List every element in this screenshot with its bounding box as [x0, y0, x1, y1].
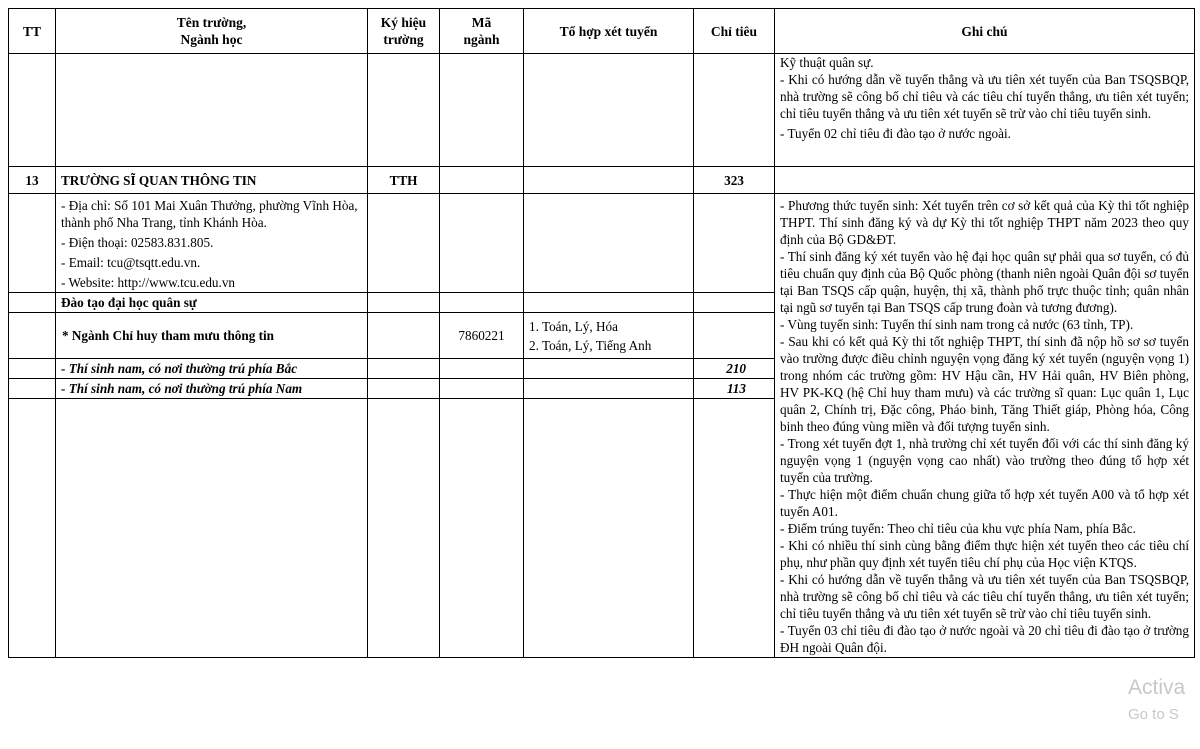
school-phone: - Điện thoại: 02583.831.805. [61, 235, 214, 250]
quota-label-north: - Thí sinh nam, có nơi thường trú phía Bắc [56, 359, 368, 379]
activation-watermark-subtext: Go to S [1128, 706, 1179, 723]
header-row [9, 9, 1195, 54]
header-code [440, 9, 524, 54]
prev-note-2: - Khi có hướng dẫn về tuyển thẳng và ưu tiên xét tuyển của Ban TSQSBQP, nhà trường sẽ công bố chỉ tiêu và các tiêu chí tuyển thẳng, ưu tiên xét tuyển; chỉ tiêu tuyển thẳng và ưu tiên xét tuyển sẽ trừ vào chỉ tiêu tuyển sinh. [780, 72, 1189, 121]
prev-note-3: - Tuyển 02 chỉ tiêu đi đào tạo ở nước ngoài. [780, 126, 1011, 141]
quota-value-north: 210 [694, 359, 775, 379]
header-school [56, 9, 368, 54]
note-4: - Sau khi có kết quả Kỳ thi tốt nghiệp THPT, thí sinh đã nộp hồ sơ sơ tuyển vào trường được điều chỉnh nguyện vọng đăng ký xét tuyển (nguyện vọng 1) trong nhóm các trường gồm: HV Hậu cần, HV Hải quân, HV Biên phòng, HV PK-KQ (hệ Chỉ huy tham mưu) và các trường sĩ quan: Lục quân 1, Lục quân 2, Chính trị, Đặc công, Pháo binh, Tăng Thiết giáp, Phòng hóa, Công binh theo đúng vùng miền và đối tượng tuyển sinh. [780, 334, 1189, 434]
note-5: - Trong xét tuyển đợt 1, nhà trường chỉ xét tuyển đối với các thí sinh đăng ký nguyện vọng 1 (nguyện vọng cao nhất) vào trường theo đúng tổ hợp xét tuyển của trường. [780, 436, 1189, 485]
header-code-line1: Mã [471, 15, 492, 30]
note-8: - Khi có nhiều thí sinh cùng bằng điểm thực hiện xét tuyển theo các tiêu chí phụ, như phần quy định xét tuyển tiêu chí phụ của Học viện KTQS. [780, 538, 1189, 570]
contact-info [56, 194, 368, 293]
school-address: - Địa chỉ: Số 101 Mai Xuân Thưởng, phường Vĩnh Hòa, thành phố Nha Trang, tỉnh Khánh Hòa. [61, 198, 358, 230]
school-symbol: TTH [368, 167, 440, 194]
header-school-line2: Ngành học [180, 32, 243, 47]
header-tt: TT [9, 9, 56, 54]
quota-value-south: 113 [694, 379, 775, 399]
header-symbol-line1: Ký hiệu [380, 15, 427, 30]
contact-row [9, 194, 1195, 293]
major-combos [524, 313, 694, 359]
activation-watermark: Activa [1128, 676, 1186, 699]
quota-label-south: - Thí sinh nam, có nơi thường trú phía Nam [56, 379, 368, 399]
note-1: - Phương thức tuyển sinh: Xét tuyển trên cơ sở kết quả của Kỳ thi tốt nghiệp THPT. Thí sinh đăng ký và dự Kỳ thi tốt nghiệp THPT năm 2023 theo quy định của Bộ GD&ĐT. [780, 198, 1189, 247]
school-name: TRƯỜNG SĨ QUAN THÔNG TIN [56, 167, 368, 194]
school-email: - Email: tcu@tsqtt.edu.vn. [61, 255, 201, 270]
header-symbol [368, 9, 440, 54]
combo-1: 1. Toán, Lý, Hóa [529, 318, 618, 334]
major-code: 7860221 [440, 313, 524, 359]
note-3: - Vùng tuyển sinh: Tuyển thí sinh nam trong cả nước (63 tỉnh, TP). [780, 317, 1134, 332]
header-notes: Ghi chú [775, 9, 1195, 54]
note-6: - Thực hiện một điểm chuẩn chung giữa tổ hợp xét tuyển A00 và tổ hợp xét tuyển A01. [780, 487, 1189, 519]
school-quota: 323 [694, 167, 775, 194]
school-notes [775, 194, 1195, 658]
header-quota: Chỉ tiêu [694, 9, 775, 54]
combo-2: 2. Toán, Lý, Tiếng Anh [529, 337, 652, 353]
note-7: - Điểm trúng tuyển: Theo chỉ tiêu của khu vực phía Nam, phía Bắc. [780, 521, 1136, 536]
note-10: - Tuyển 03 chỉ tiêu đi đào tạo ở nước ngoài và 20 chỉ tiêu đi đào tạo ở trường ĐH ngoài Quân đội. [780, 623, 1189, 655]
school-tt: 13 [9, 167, 56, 194]
header-school-line1: Tên trường, [176, 15, 247, 30]
school-website: - Website: http://www.tcu.edu.vn [61, 275, 236, 290]
major-name: * Ngành Chỉ huy tham mưu thông tin [56, 313, 368, 359]
note-9: - Khi có hướng dẫn về tuyển thẳng và ưu tiên xét tuyển của Ban TSQSBQP, nhà trường sẽ công bố chỉ tiêu và các tiêu chí tuyển thẳng, ưu tiên xét tuyển; chỉ tiêu tuyển thẳng và ưu tiên xét tuyển sẽ trừ vào chỉ tiêu tuyển sinh. [780, 572, 1189, 621]
prev-note-1: Kỹ thuật quân sự. [780, 55, 874, 70]
school-row [9, 167, 1195, 194]
note-2: - Thí sinh đăng ký xét tuyển vào hệ đại học quân sự phải qua sơ tuyển, có đủ tiêu chuẩn quy định của Bộ Quốc phòng (thanh niên ngoài Quân đội sơ tuyển tại Ban TSQS cấp quận, huyện, thị xã, thành phố trực thuộc tỉnh; quân nhân tại ngũ sơ tuyển tại Ban TSQS cấp trung đoàn và tương đương). [780, 249, 1189, 315]
admissions-table [8, 8, 1195, 658]
header-code-line2: ngành [463, 32, 500, 47]
previous-notes [775, 54, 1195, 167]
section-title: Đào tạo đại học quân sự [56, 293, 368, 313]
previous-school-continuation-row [9, 54, 1195, 167]
header-combo: Tổ hợp xét tuyển [524, 9, 694, 54]
header-symbol-line2: trường [383, 32, 424, 47]
